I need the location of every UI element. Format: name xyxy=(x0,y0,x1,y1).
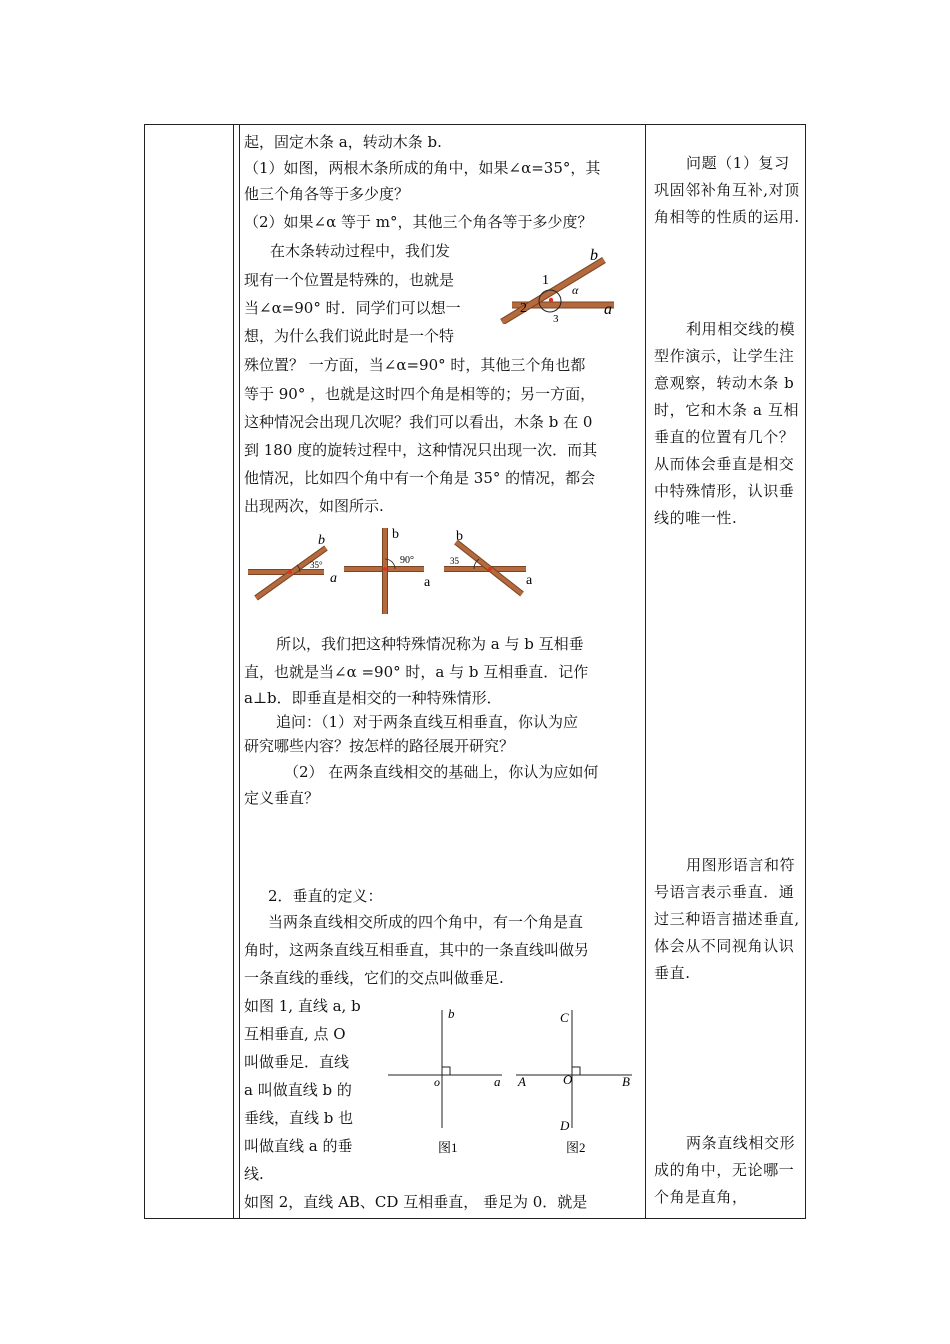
caption-fig1: 图1 xyxy=(438,1140,458,1155)
section-heading: 2．垂直的定义： xyxy=(268,887,383,905)
right-angle-mark xyxy=(572,1067,580,1075)
rotation-state-90 xyxy=(344,527,431,614)
figure-2 xyxy=(516,1010,632,1155)
text-line: （1）如图，两根木条所成的角中，如果∠α=35°，其 xyxy=(244,159,601,177)
label-C: C xyxy=(560,1010,569,1025)
angle-label-2: 2 xyxy=(520,301,527,316)
caption-fig2: 图2 xyxy=(566,1140,586,1155)
text-line: 叫做直线 a 的垂 xyxy=(244,1137,353,1155)
text-line: 出现两次，如图所示. xyxy=(244,497,384,515)
label-D: D xyxy=(560,1118,570,1133)
rotation-state-35 xyxy=(248,533,337,598)
text-line: 研究哪些内容？按怎样的路径展开研究？ xyxy=(244,737,515,755)
angle-label-1: 1 xyxy=(542,273,549,288)
label-b: b xyxy=(448,1006,455,1021)
text-line: 定义垂直？ xyxy=(244,789,320,807)
text-line: 等于 90° ，也就是这时四个角是相等的；另一方面， xyxy=(244,385,596,403)
line-a-label: a xyxy=(526,573,533,588)
text-line: （2） 在两条直线相交的基础上，你认为应如何 xyxy=(284,763,599,781)
text-line: 角时，这两条直线互相垂直，其中的一条直线叫做另 xyxy=(244,941,590,959)
rotation-state-35-mirror xyxy=(444,529,533,594)
text-line: 线. xyxy=(244,1165,264,1183)
text-line: 殊位置？ 一方面，当∠α=90° 时，其他三个角也都 xyxy=(244,356,586,374)
text-line: 在木条转动过程中，我们发 xyxy=(270,242,451,260)
text-line: 如图 1, 直线 a, b xyxy=(244,997,361,1015)
angle-label-3: 3 xyxy=(553,313,559,324)
line-a-label: a xyxy=(424,575,431,590)
side-note: 问题（1）复习巩固邻补角互补,对顶角相等的性质的运用. xyxy=(654,154,800,226)
side-note: 两条直线相交形成的角中，无论哪一个角是直角， xyxy=(654,1134,796,1206)
text-line: 所以，我们把这种特殊情况称为 a 与 b 互相垂 xyxy=(276,635,584,653)
text-line: 如图 2，直线 AB、CD 互相垂直， 垂足为 0．就是 xyxy=(244,1193,588,1211)
intersection-mark xyxy=(288,570,292,574)
text-line: 垂线，直线 b 也 xyxy=(244,1109,354,1127)
line-b-label: b xyxy=(456,529,463,544)
text-line: 一条直线的垂线，它们的交点叫做垂足. xyxy=(244,969,504,987)
line-b-label: b xyxy=(318,533,325,548)
intersection-mark xyxy=(383,567,387,571)
text-line: 这种情况会出现几次呢？我们可以看出，木条 b 在 0 xyxy=(244,413,593,431)
figure-1 xyxy=(388,1006,502,1155)
text-line: 直，也就是当∠α =90° 时，a 与 b 互相垂直．记作 xyxy=(244,663,589,681)
right-angle-mark xyxy=(442,1067,450,1075)
column-divider xyxy=(239,125,240,1218)
label-B: B xyxy=(622,1074,630,1089)
text-line: 他三个角各等于多少度？ xyxy=(244,185,410,203)
angle-alpha-label: α xyxy=(572,283,579,297)
text-line: 他情况，比如四个角中有一个角是 35° 的情况，都会 xyxy=(244,469,596,487)
text-line: 当两条直线相交所成的四个角中，有一个角是直 xyxy=(268,913,584,931)
crossing-sticks-figure xyxy=(494,242,628,324)
column-divider xyxy=(233,125,234,1218)
text-line: 起，固定木条 a，转动木条 b. xyxy=(244,133,442,151)
angle-label: 35° xyxy=(310,560,323,570)
label-o: o xyxy=(434,1075,440,1089)
text-line: （2）如果∠α 等于 m°，其他三个角各等于多少度？ xyxy=(244,213,593,231)
line-a-label: a xyxy=(330,571,337,586)
line-b-label: b xyxy=(392,527,399,542)
text-line: 现有一个位置是特殊的，也就是 xyxy=(244,271,455,289)
intersection-mark xyxy=(549,298,553,302)
label-O: O xyxy=(563,1072,573,1087)
text-line: 互相垂直, 点 O xyxy=(244,1025,346,1043)
text-line: 追问：（1）对于两条直线互相垂直，你认为应 xyxy=(276,713,579,731)
text-line: 当∠α=90° 时．同学们可以想一 xyxy=(244,299,461,317)
angle-label: 35 xyxy=(450,556,459,566)
angle-label: 90° xyxy=(400,555,414,566)
text-line: a⊥b．即垂直是相交的一种特殊情形． xyxy=(244,689,502,707)
label-a: a xyxy=(494,1074,501,1089)
text-line: 叫做垂足．直线 xyxy=(244,1053,350,1071)
side-note: 用图形语言和符号语言表示垂直．通过三种语言描述垂直,体会从不同视角认识垂直. xyxy=(654,856,800,982)
text-line: 到 180 度的旋转过程中，这种情况只出现一次．而其 xyxy=(244,441,598,459)
text-line: a 叫做直线 b 的 xyxy=(244,1081,352,1099)
label-A: A xyxy=(518,1074,526,1089)
rotation-figure xyxy=(244,524,544,620)
line-b-label: b xyxy=(590,247,598,264)
side-note: 利用相交线的模型作演示，让学生注意观察，转动木条 b 时，它和木条 a 互相垂直的位置有几个？从而体会垂直是相交中特殊情形，认识垂线的唯一性. xyxy=(654,320,800,527)
line-a-label: a xyxy=(604,301,612,318)
intersection-mark xyxy=(488,567,492,571)
perpendicular-figures xyxy=(380,1004,642,1160)
text-line: 想，为什么我们说此时是一个特 xyxy=(244,327,455,345)
column-divider xyxy=(645,125,646,1218)
